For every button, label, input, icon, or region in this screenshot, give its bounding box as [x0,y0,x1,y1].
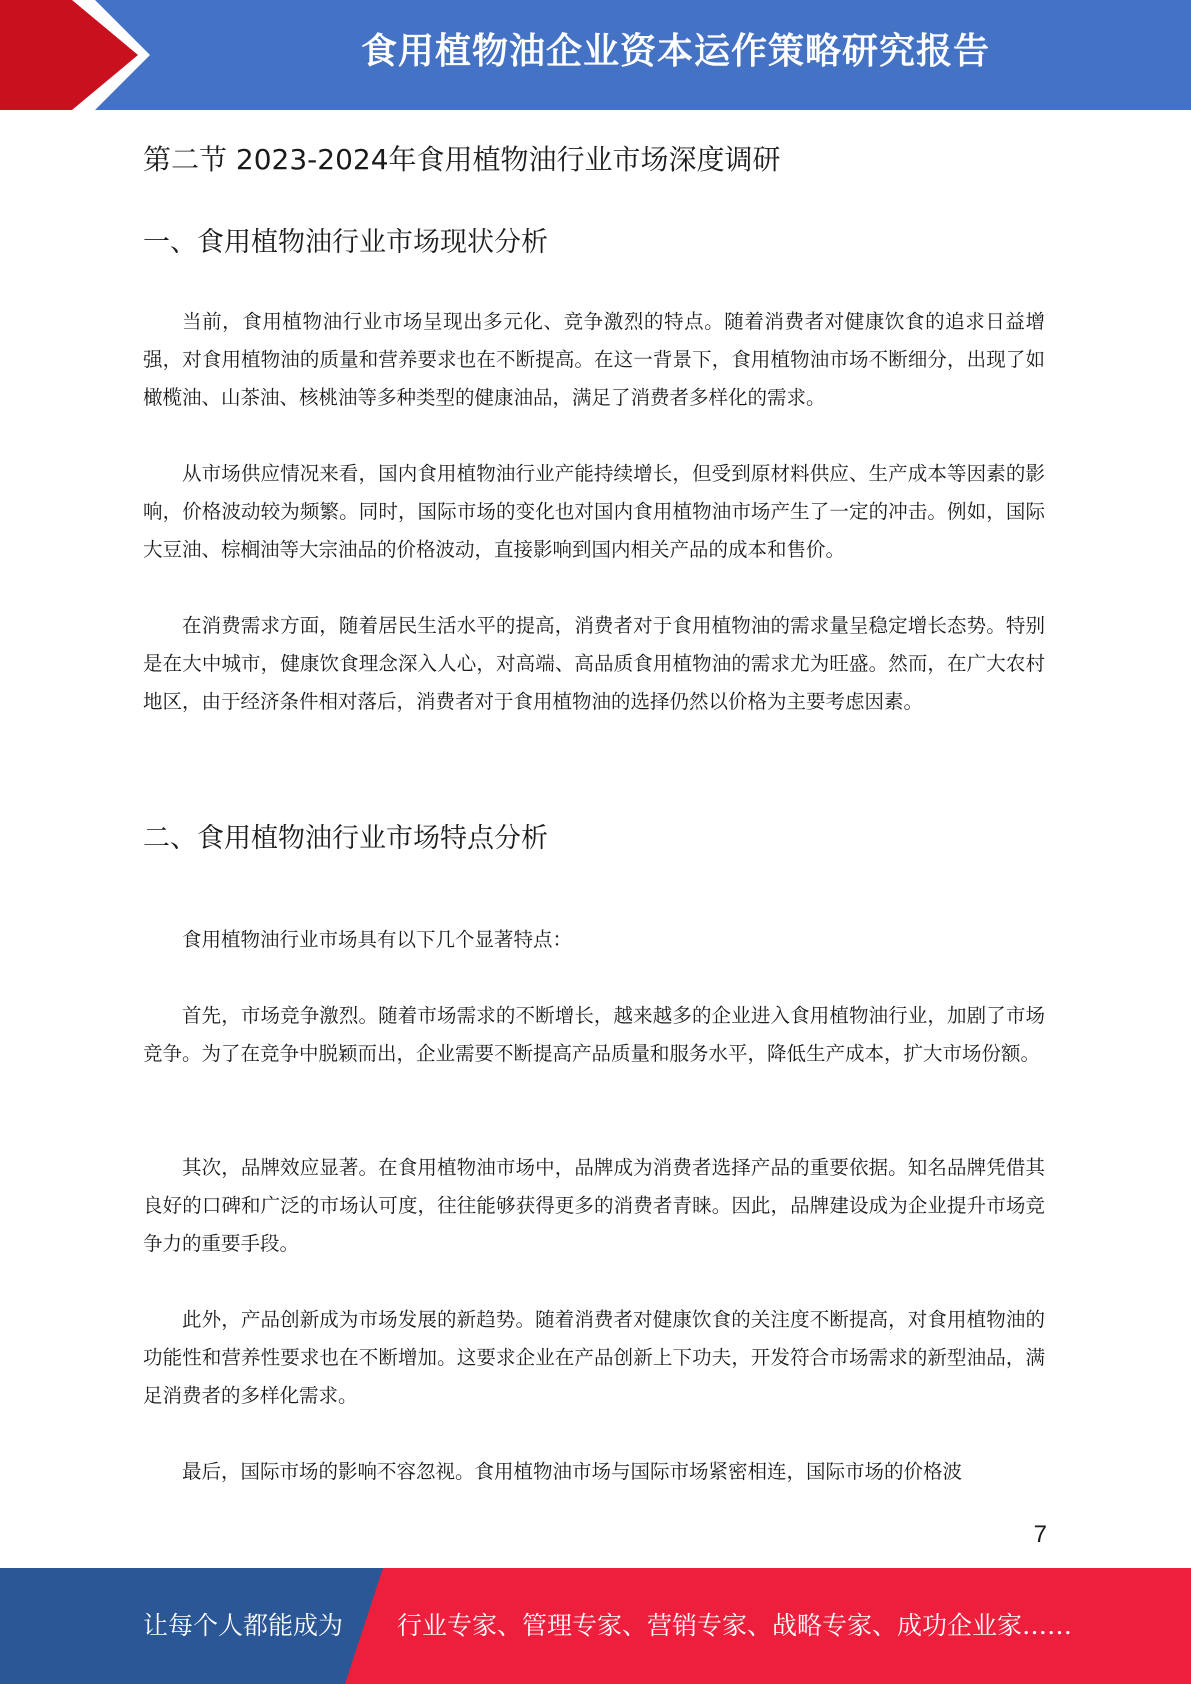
report-title: 食用植物油企业资本运作策略研究报告 [360,31,990,72]
subsection-heading-1: 一、食用植物油行业市场现状分析 [143,227,548,258]
page-footer [0,1568,1191,1684]
paragraph: 其次，品牌效应显著。在食用植物油市场中，品牌成为消费者选择产品的重要依据。知名品牌凭借其良好的口碑和广泛的市场认可度，往往能够获得更多的消费者青睐。因此，品牌建设成为企业提升市场竞争力的重要手段。 [143,1156,1045,1255]
paragraph: 食用植物油行业市场具有以下几个显著特点： [182,928,573,951]
paragraph: 此外，产品创新成为市场发展的新趋势。随着消费者对健康饮食的关注度不断提高，对食用植物油的功能性和营养性要求也在不断增加。这要求企业在产品创新上下功夫，开发符合市场需求的新型油品，满足消费者的多样化需求。 [143,1308,1045,1407]
paragraph: 从市场供应情况来看，国内食用植物油行业产能持续增长，但受到原材料供应、生产成本等因素的影响，价格波动较为频繁。同时，国际市场的变化也对国内食用植物油市场产生了一定的冲击。例如，国际大豆油、棕榈油等大宗油品的价格波动，直接影响到国内相关产品的成本和售价。 [143,462,1045,561]
page-number: 7 [1033,1521,1047,1548]
section-title: 第二节 2023-2024年食用植物油行业市场深度调研 [143,143,781,176]
paragraph: 最后，国际市场的影响不容忽视。食用植物油市场与国际市场紧密相连，国际市场的价格波 [182,1460,963,1483]
header-arrow-icon [0,0,138,110]
paragraph: 首先，市场竞争激烈。随着市场需求的不断增长，越来越多的企业进入食用植物油行业，加剧了市场竞争。为了在竞争中脱颖而出，企业需要不断提高产品质量和服务水平，降低生产成本，扩大市场份额。 [143,1004,1045,1065]
footer-slogan-left: 让每个人都能成为 [143,1611,344,1640]
paragraph: 当前，食用植物油行业市场呈现出多元化、竞争激烈的特点。随着消费者对健康饮食的追求日益增强，对食用植物油的质量和营养要求也在不断提高。在这一背景下，食用植物油市场不断细分，出现了如橄榄油、山茶油、核桃油等多种类型的健康油品，满足了消费者多样化的需求。 [143,310,1045,409]
footer-slogan-right: 行业专家、管理专家、营销专家、战略专家、成功企业家…… [397,1611,1073,1640]
page-header [0,0,1191,110]
paragraph: 在消费需求方面，随着居民生活水平的提高，消费者对于食用植物油的需求量呈稳定增长态势。特别是在大中城市，健康饮食理念深入人心，对高端、高品质食用植物油的需求尤为旺盛。然而，在广大农村地区，由于经济条件相对落后，消费者对于食用植物油的选择仍然以价格为主要考虑因素。 [143,614,1045,713]
subsection-heading-2: 二、食用植物油行业市场特点分析 [143,823,548,854]
